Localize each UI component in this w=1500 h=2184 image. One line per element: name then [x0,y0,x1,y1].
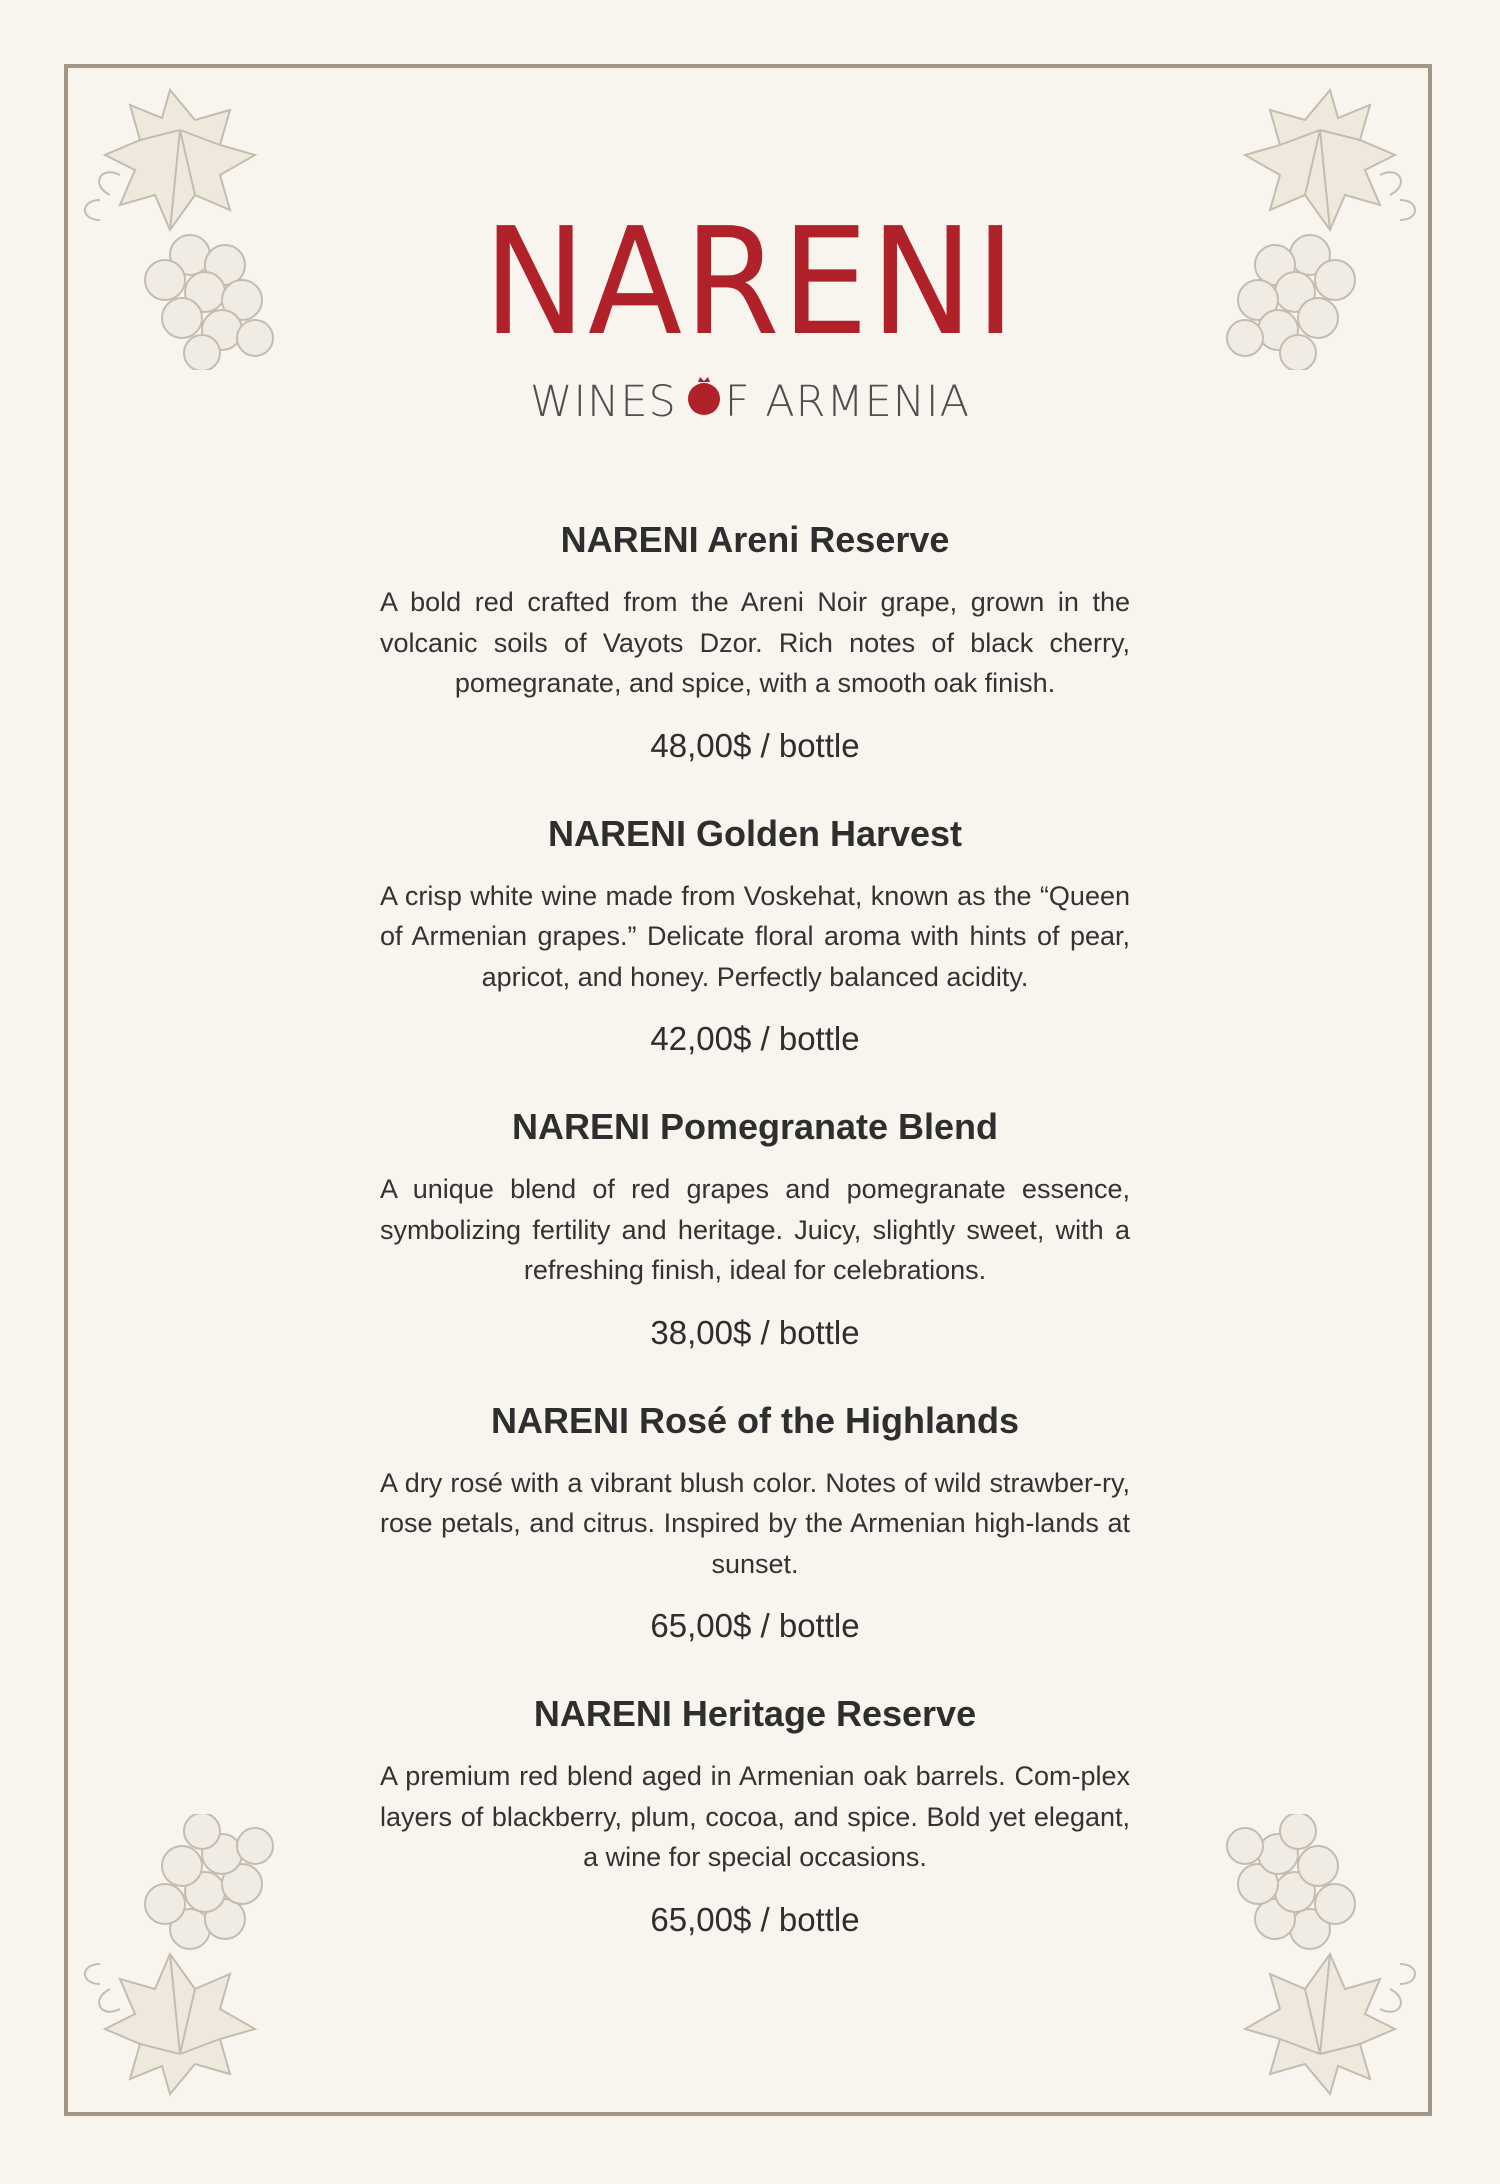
pomegranate-icon [685,376,723,427]
grape-vine-icon [1210,1814,1430,2114]
wine-description: A bold red crafted from the Areni Noir grape, grown in the volcanic soils of Vayots Dzor. Rich notes of black cherry, pomegranate, and spice, with a smooth oak finish. [380,587,1130,698]
grape-vine-icon [70,1814,290,2114]
wine-price: 65,00$ / bottle [650,1900,860,1938]
wine-price: 48,00$ / bottle [650,726,860,764]
brand-tagline [0,376,1500,427]
wine-description: A dry rosé with a vibrant blush color. Notes of wild strawber-ry, rose petals, and citrus. Inspired by the Armenian high-lands at sunset. [380,1467,1130,1579]
brand-header [0,196,1500,427]
wine-name: NARENI Golden Harvest [547,812,963,854]
wine-price: 38,00$ / bottle [650,1313,860,1351]
wine-name: NARENI Areni Reserve [560,519,950,560]
wine-description: A unique blend of red grapes and pomegranate essence, symbolizing fertility and heritage. Juicy, slightly sweet, with a refreshing finish, ideal for celebrations. [380,1174,1130,1285]
wine-description: A crisp white wine made from Voskehat, known as the “Queen of Armenian grapes.” Delicate floral aroma with hints of pear, apricot, and honey. Perfectly balanced acidity. [380,880,1130,992]
wine-item [380,518,1130,766]
wine-item [380,1399,1130,1647]
wine-item [380,1105,1130,1353]
wine-description: A premium red blend aged in Armenian oak barrels. Com-plex layers of blackberry, plum, cocoa, and spice. Bold yet elegant, a wine for special occasions. [380,1761,1130,1872]
wine-price: 65,00$ / bottle [650,1607,860,1644]
brand-logo: NARENI [482,196,1018,368]
wine-list [380,518,1130,1986]
wine-item [380,812,1130,1060]
wine-name: NARENI Pomegranate Blend [511,1106,999,1147]
wine-name: NARENI Rosé of the Highlands [490,1399,1020,1441]
wine-item [380,1692,1130,1940]
wine-price: 42,00$ / bottle [650,1020,860,1057]
wine-name: NARENI Heritage Reserve [533,1693,977,1734]
tagline-right: F ARMENIA [724,376,971,427]
tagline-left: WINES [529,376,677,427]
